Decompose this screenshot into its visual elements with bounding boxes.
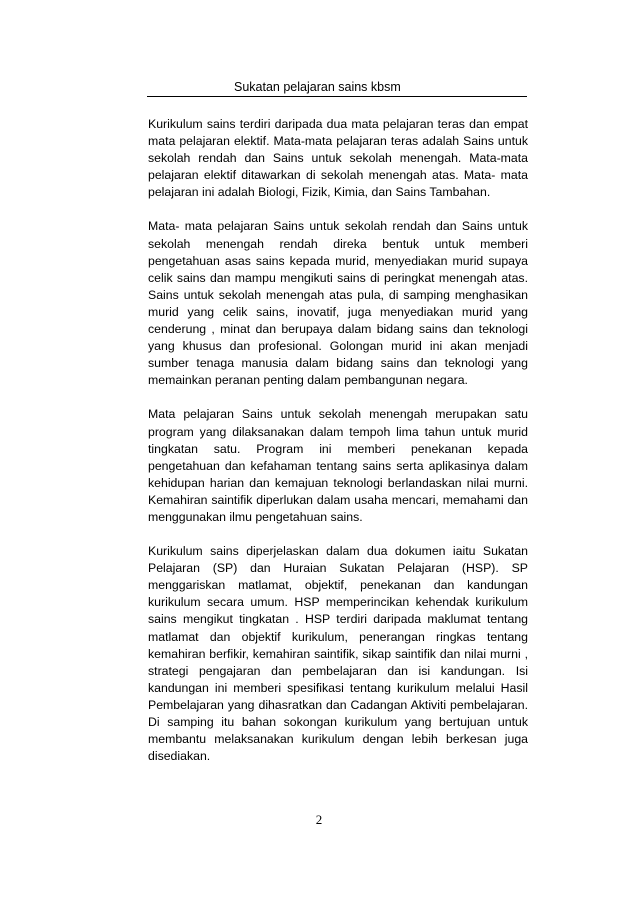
body-text — [148, 116, 528, 782]
paragraph-3: Mata pelajaran Sains untuk sekolah menengah merupakan satu program yang dilaksanakan dalam tempoh lima tahun untuk murid tingkatan satu. Program ini memberi penekanan kepada pengetahuan dan kefahaman tentang sains serta aplikasinya dalam kehidupan harian dan kemajuan teknologi berlandaskan nilai murni. Kemahiran saintifik diperlukan dalam usaha mencari, memahami dan menggunakan ilmu pengetahuan sains. — [148, 407, 528, 524]
paragraph-2: Mata- mata pelajaran Sains untuk sekolah rendah dan Sains untuk sekolah menengah rendah direka bentuk untuk memberi pengetahuan asas sains kepada murid, menyediakan murid supaya celik sains dan mampu mengikuti sains di peringkat menengah atas. Sains untuk sekolah menengah atas pula, di samping menghasikan murid yang celik sains, inovatif, juga menyediakan murid yang cenderung , minat dan berupaya dalam bidang sains dan teknologi yang khusus dan profesional. Golongan murid ini akan menjadi sumber tenaga manusia dalam bidang sains dan teknologi yang memainkan peranan penting dalam pembangunan negara. — [148, 219, 528, 388]
paragraph-4: Kurikulum sains diperjelaskan dalam dua dokumen iaitu Sukatan Pelajaran (SP) dan Huraian Sukatan Pelajaran (HSP). SP menggariskan matlamat, objektif, penekanan dan kandungan kurikulum secara umum. HSP memperincikan kehendak kurikulum sains mengikut tingkatan . HSP terdiri daripada maklumat tentang matlamat dan objektif kurikulum, penerangan ringkas tentang kemahiran berfikir, kemahiran saintifik, sikap saintifik dan nilai murni , strategi pengajaran dan pembelajaran dan isi kandungan. Isi kandungan ini memberi spesifikasi tentang kurikulum melalui Hasil Pembelajaran yang dihasratkan dan Cadangan Aktiviti pembelajaran. Di samping itu bahan sokongan kurikulum yang bertujuan untuk membantu melaksanakan kurikulum dengan lebih berkesan juga disediakan. — [148, 544, 528, 764]
page-number: 2 — [315, 812, 323, 827]
running-header: Sukatan pelajaran sains kbsm — [234, 80, 401, 94]
header-rule — [147, 96, 527, 97]
paragraph-1: Kurikulum sains terdiri daripada dua mata pelajaran teras dan empat mata pelajaran elektif. Mata-mata pelajaran teras adalah Sains untuk sekolah rendah dan Sains untuk sekolah menengah. Mata-mata pelajaran elektif ditawarkan di sekolah menengah atas. Mata- mata pelajaran ini adalah Biologi, Fizik, Kimia, dan Sains Tambahan. — [148, 117, 528, 200]
